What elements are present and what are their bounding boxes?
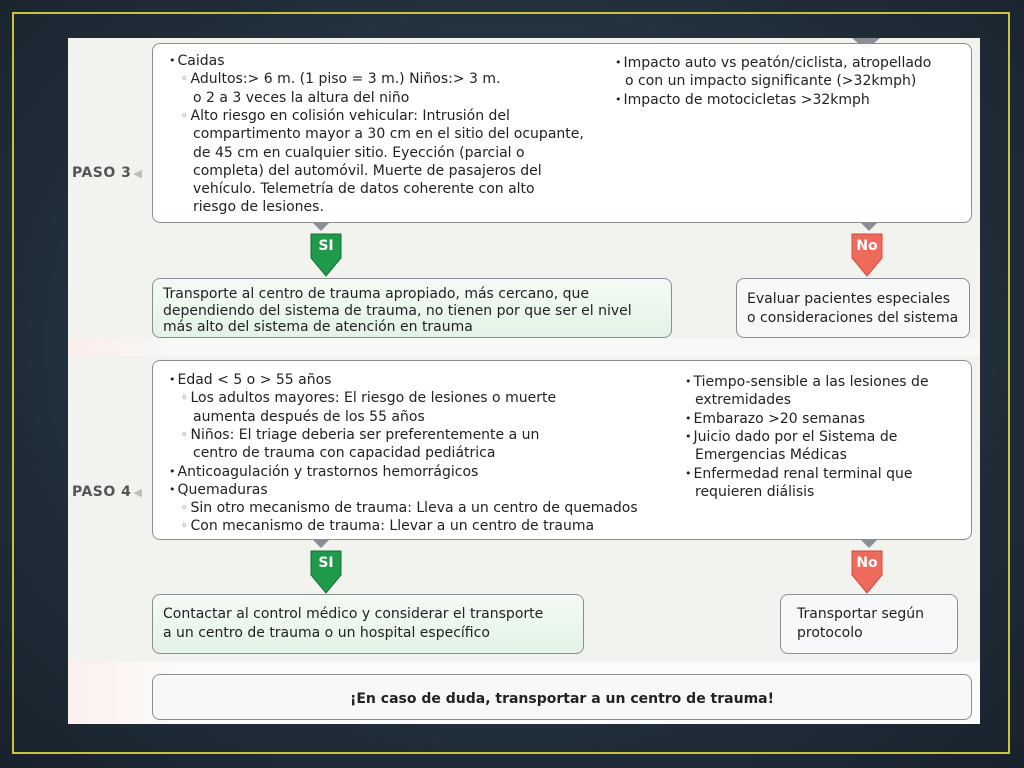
criteria-text: riesgo de lesiones.: [193, 199, 324, 216]
step3-criteria-box: [152, 43, 972, 223]
criteria-line: [181, 517, 594, 535]
bullet-icon: •: [615, 56, 622, 69]
criteria-text: centro de trauma con capacidad pediátrica: [193, 445, 496, 462]
criteria-text: compartimento mayor a 30 cm en el sitio del ocupante,: [193, 126, 584, 143]
criteria-text: Edad < 5 o > 55 años: [177, 372, 332, 388]
criteria-text: Con mecanismo de trauma: Llevar a un centro de trauma: [190, 518, 595, 535]
outcome-line: Transporte al centro de trauma apropiado, más cercano, que: [163, 286, 590, 302]
outcome-line: dependiendo del sistema de trauma, no tienen por que ser el nivel: [163, 302, 632, 319]
criteria-text: Impacto auto vs peatón/ciclista, atropellado: [623, 55, 932, 71]
criteria-line: [695, 483, 814, 501]
criteria-line: [181, 426, 539, 444]
criteria-line: [193, 444, 495, 462]
bullet-icon: •: [685, 466, 692, 480]
footer-message: ¡En caso de duda, transportar a un centro de trauma!: [349, 691, 774, 707]
step3-label: PASO 3 ◀: [72, 165, 143, 181]
step3-yes-arrow-icon: [309, 232, 343, 268]
criteria-line: [193, 162, 542, 180]
step3-yes-pointer-icon: [312, 222, 330, 231]
criteria-text: Embarazo >20 semanas: [693, 410, 866, 427]
bullet-icon: •: [169, 464, 176, 478]
outcome-line: o consideraciones del sistema: [747, 310, 959, 326]
criteria-text: Impacto de motocicletas >32kmph: [623, 91, 870, 108]
criteria-line: [181, 499, 638, 517]
step4-criteria-box: [152, 360, 972, 540]
criteria-text: Emergencias Médicas: [695, 447, 847, 464]
criteria-line: [193, 408, 425, 426]
criteria-text: o 2 a 3 veces la altura del niño: [193, 89, 410, 106]
outcome-line: Transportar según: [797, 606, 925, 622]
criteria-line: [193, 198, 324, 216]
criteria-line: [695, 391, 791, 409]
sub-bullet-icon: ◦: [181, 501, 188, 515]
step3-no-outcome-box: [736, 278, 970, 338]
step3-no-label: No: [856, 238, 878, 254]
criteria-line: [193, 125, 584, 143]
criteria-line: [625, 72, 916, 90]
criteria-text: Los adultos mayores: El riesgo de lesiones o muerte: [190, 390, 557, 407]
criteria-text: completa) del automóvil. Muerte de pasajeros del: [193, 162, 542, 179]
outcome-line: más alto del sistema de atención en trauma: [163, 319, 473, 335]
criteria-text: aumenta después de los 55 años: [193, 408, 425, 425]
criteria-text: extremidades: [695, 392, 791, 409]
bullet-icon: •: [169, 373, 176, 386]
criteria-line: [615, 91, 870, 109]
step4-yes-outcome-box: [152, 594, 584, 654]
criteria-line: [169, 481, 268, 499]
sub-bullet-icon: ◦: [181, 72, 188, 86]
step4-label: PASO 4 ◀: [72, 484, 143, 500]
criteria-line: [169, 52, 225, 70]
criteria-text: Quemaduras: [177, 481, 268, 498]
bullet-icon: •: [169, 482, 176, 496]
criteria-text: Anticoagulación y trastornos hemorrágicos: [177, 463, 479, 480]
step4-yes-arrow-icon: [309, 549, 343, 585]
sub-bullet-icon: ◦: [181, 427, 188, 441]
criteria-text: Sin otro mecanismo de trauma: Lleva a un centro de quemados: [190, 500, 638, 517]
step4-yes-pointer-icon: [312, 539, 330, 548]
criteria-line: [695, 446, 847, 464]
sub-bullet-icon: ◦: [181, 108, 188, 122]
step4-no-label: No: [856, 555, 878, 571]
criteria-text: Adultos:> 6 m. (1 piso = 3 m.) Niños:> 3 m.: [190, 71, 501, 88]
outcome-line: Contactar al control médico y considerar el transporte: [163, 606, 544, 622]
step4-no-outcome-box: [780, 594, 958, 654]
criteria-line: [169, 463, 478, 481]
step3-yes-label: SI: [318, 238, 334, 254]
criteria-text: Tiempo-sensible a las lesiones de: [693, 374, 929, 390]
criteria-text: Alto riesgo en colisión vehicular: Intrusión del: [190, 107, 510, 124]
criteria-text: Caidas: [177, 53, 225, 69]
sub-bullet-icon: ◦: [181, 391, 188, 405]
criteria-text: vehículo. Telemetría de datos coherente con alto: [193, 181, 535, 198]
criteria-text: Enfermedad renal terminal que: [693, 465, 913, 482]
bullet-icon: •: [685, 375, 692, 388]
criteria-text: requieren diálisis: [695, 483, 815, 500]
step3-no-arrow-icon: [850, 232, 884, 268]
step3-no-pointer-icon: [860, 222, 878, 231]
bullet-icon: •: [685, 411, 692, 425]
criteria-line: [193, 180, 535, 198]
outcome-line: Evaluar pacientes especiales: [747, 291, 951, 307]
criteria-line: [169, 371, 331, 389]
outcome-line: protocolo: [797, 625, 863, 641]
criteria-text: o con un impacto significante (>32kmph): [625, 73, 917, 90]
criteria-line: [193, 89, 409, 107]
sub-bullet-icon: ◦: [181, 519, 188, 533]
criteria-line: [615, 54, 931, 72]
criteria-line: [193, 144, 525, 162]
criteria-line: [181, 107, 510, 125]
triage-flowchart-page: [68, 38, 980, 724]
bullet-icon: •: [169, 54, 176, 67]
criteria-text: Niños: El triage deberia ser preferentemente a un: [190, 426, 540, 443]
step4-no-pointer-icon: [860, 539, 878, 548]
criteria-line: [181, 70, 501, 88]
bullet-icon: •: [615, 92, 622, 106]
footer-message-box: [152, 674, 972, 720]
step4-yes-label: SI: [318, 555, 334, 571]
criteria-line: [685, 410, 865, 428]
criteria-line: [685, 428, 897, 446]
step4-no-arrow-icon: [850, 549, 884, 585]
bullet-icon: •: [685, 429, 692, 443]
criteria-line: [685, 465, 912, 483]
criteria-line: [685, 373, 929, 391]
outcome-line: a un centro de trauma o un hospital específico: [163, 625, 490, 641]
criteria-text: Juicio dado por el Sistema de: [693, 428, 898, 445]
step3-yes-outcome-box: [152, 278, 672, 338]
criteria-text: de 45 cm en cualquier sitio. Eyección (parcial o: [193, 144, 525, 161]
criteria-line: [181, 389, 556, 407]
